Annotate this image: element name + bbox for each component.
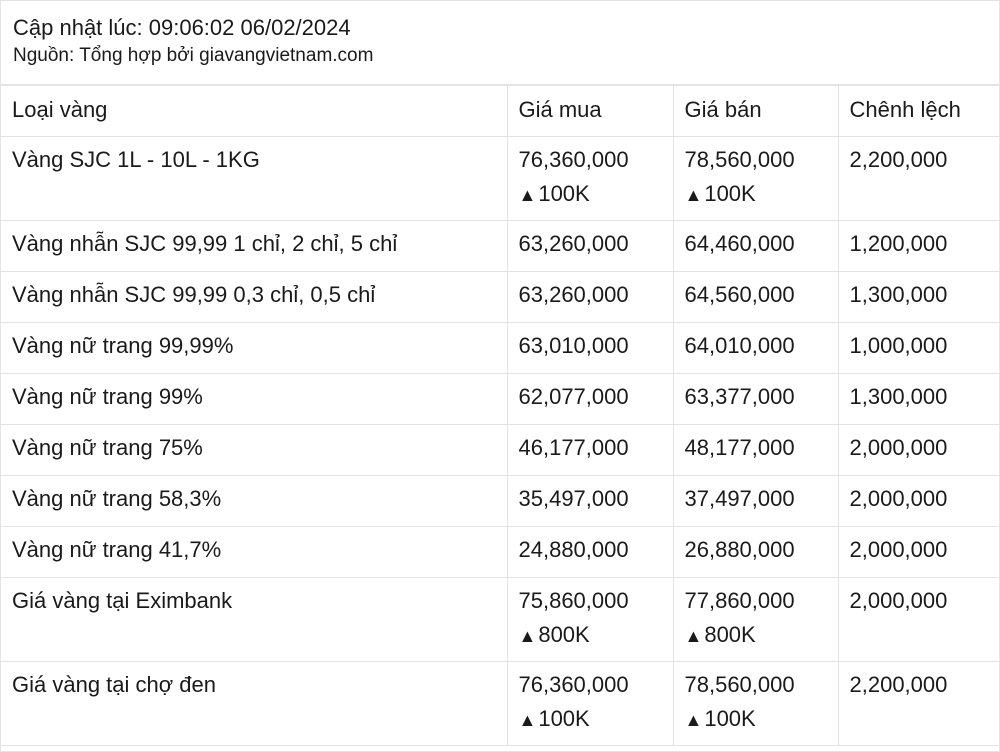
buy-price-cell-value: 24,880,000 bbox=[518, 537, 629, 562]
table-row bbox=[1, 137, 1000, 221]
gold-type-cell-value: Vàng nhẫn SJC 99,99 0,3 chỉ, 0,5 chỉ bbox=[12, 282, 376, 307]
gold-type-cell bbox=[1, 272, 507, 323]
difference-cell-value: 2,200,000 bbox=[849, 147, 948, 172]
gold-type-cell bbox=[1, 323, 507, 374]
buy-price-cell bbox=[507, 272, 673, 323]
price-change-text: 100K bbox=[538, 706, 590, 731]
buy-price-cell-value: 63,260,000 bbox=[518, 231, 629, 256]
difference-cell-value: 2,200,000 bbox=[849, 672, 948, 697]
sell-price-cell-value: 64,010,000 bbox=[684, 333, 795, 358]
column-header-buy: Giá mua bbox=[507, 86, 673, 137]
up-triangle-icon: ▲ bbox=[518, 710, 537, 730]
up-triangle-icon: ▲ bbox=[518, 185, 537, 205]
difference-cell-value: 2,000,000 bbox=[849, 537, 948, 562]
buy-price-cell bbox=[507, 476, 673, 527]
buy-price-cell-value: 35,497,000 bbox=[518, 486, 629, 511]
gold-type-cell-value: Giá vàng tại Eximbank bbox=[12, 588, 233, 613]
table-row bbox=[1, 476, 1000, 527]
gold-type-cell bbox=[1, 137, 507, 221]
buy-price-cell-value: 46,177,000 bbox=[518, 435, 629, 460]
sell-price-cell-value: 26,880,000 bbox=[684, 537, 795, 562]
buy-price-cell bbox=[507, 137, 673, 221]
gold-type-cell-value: Giá vàng tại chợ đen bbox=[12, 672, 216, 697]
sell-price-cell-value: 64,560,000 bbox=[684, 282, 795, 307]
table-row bbox=[1, 221, 1000, 272]
gold-type-cell bbox=[1, 221, 507, 272]
source-note: Nguồn: Tổng hợp bởi giavangvietnam.com bbox=[13, 45, 374, 66]
price-change bbox=[685, 702, 838, 737]
up-triangle-icon: ▲ bbox=[684, 626, 703, 646]
table-row bbox=[1, 374, 1000, 425]
table-row bbox=[1, 527, 1000, 578]
price-change-text: 100K bbox=[704, 181, 756, 206]
column-header-type: Loại vàng bbox=[1, 86, 507, 137]
buy-price-cell-value: 63,260,000 bbox=[518, 282, 629, 307]
gold-type-cell-value: Vàng nữ trang 58,3% bbox=[12, 486, 222, 511]
difference-cell bbox=[838, 272, 1000, 323]
sell-price-cell bbox=[673, 527, 838, 578]
difference-cell-value: 2,000,000 bbox=[849, 588, 948, 613]
difference-cell-value: 1,300,000 bbox=[849, 384, 948, 409]
price-change-text: 100K bbox=[704, 706, 756, 731]
gold-type-cell-value: Vàng nữ trang 75% bbox=[12, 435, 203, 460]
buy-price-cell bbox=[507, 374, 673, 425]
sell-price-cell-value: 48,177,000 bbox=[684, 435, 795, 460]
difference-cell bbox=[838, 221, 1000, 272]
sell-price-cell-value: 63,377,000 bbox=[684, 384, 795, 409]
buy-price-cell bbox=[507, 527, 673, 578]
up-triangle-icon: ▲ bbox=[684, 710, 703, 730]
gold-type-cell bbox=[1, 578, 507, 662]
gold-type-cell bbox=[1, 662, 507, 746]
sell-price-cell bbox=[673, 662, 838, 746]
difference-cell-value: 1,000,000 bbox=[849, 333, 948, 358]
buy-price-cell-value: 75,860,000 bbox=[518, 588, 629, 613]
sell-price-cell-value: 37,497,000 bbox=[684, 486, 795, 511]
difference-cell bbox=[838, 476, 1000, 527]
buy-price-cell bbox=[507, 662, 673, 746]
sell-price-cell-value: 77,860,000 bbox=[684, 588, 795, 613]
difference-cell bbox=[838, 137, 1000, 221]
buy-price-cell-value: 63,010,000 bbox=[518, 333, 629, 358]
sell-price-cell bbox=[673, 221, 838, 272]
difference-cell-value: 1,300,000 bbox=[849, 282, 948, 307]
price-change bbox=[685, 177, 838, 212]
up-triangle-icon: ▲ bbox=[684, 185, 703, 205]
gold-type-cell bbox=[1, 476, 507, 527]
gold-type-cell bbox=[1, 425, 507, 476]
buy-price-cell-value: 76,360,000 bbox=[518, 672, 629, 697]
table-row bbox=[1, 662, 1000, 746]
difference-cell bbox=[838, 662, 1000, 746]
difference-cell-value: 1,200,000 bbox=[849, 231, 948, 256]
table-row bbox=[1, 425, 1000, 476]
sell-price-cell bbox=[673, 476, 838, 527]
buy-price-cell bbox=[507, 221, 673, 272]
table-row bbox=[1, 323, 1000, 374]
column-header-sell: Giá bán bbox=[673, 86, 838, 137]
price-change-text: 800K bbox=[538, 622, 590, 647]
buy-price-cell bbox=[507, 578, 673, 662]
difference-cell bbox=[838, 527, 1000, 578]
updated-timestamp: Cập nhật lúc: 09:06:02 06/02/2024 bbox=[13, 15, 351, 40]
table-row bbox=[1, 578, 1000, 662]
sell-price-cell bbox=[673, 425, 838, 476]
widget-header bbox=[1, 1, 999, 85]
buy-price-cell-value: 62,077,000 bbox=[518, 384, 629, 409]
table-row bbox=[1, 272, 1000, 323]
sell-price-cell-value: 78,560,000 bbox=[684, 147, 795, 172]
gold-type-cell-value: Vàng nữ trang 41,7% bbox=[12, 537, 222, 562]
gold-type-cell-value: Vàng SJC 1L - 10L - 1KG bbox=[12, 147, 260, 172]
price-change bbox=[685, 618, 838, 653]
difference-cell bbox=[838, 323, 1000, 374]
sell-price-cell-value: 64,460,000 bbox=[684, 231, 795, 256]
price-change-text: 100K bbox=[538, 181, 590, 206]
table-header-row bbox=[1, 86, 1000, 137]
gold-type-cell-value: Vàng nhẫn SJC 99,99 1 chỉ, 2 chỉ, 5 chỉ bbox=[12, 231, 398, 256]
sell-price-cell bbox=[673, 323, 838, 374]
difference-cell bbox=[838, 425, 1000, 476]
difference-cell bbox=[838, 374, 1000, 425]
buy-price-cell bbox=[507, 425, 673, 476]
sell-price-cell bbox=[673, 272, 838, 323]
gold-price-table bbox=[1, 85, 1000, 746]
up-triangle-icon: ▲ bbox=[518, 626, 537, 646]
gold-type-cell bbox=[1, 374, 507, 425]
difference-cell-value: 2,000,000 bbox=[849, 486, 948, 511]
price-change bbox=[519, 702, 673, 737]
price-change-text: 800K bbox=[704, 622, 756, 647]
sell-price-cell bbox=[673, 578, 838, 662]
buy-price-cell-value: 76,360,000 bbox=[518, 147, 629, 172]
difference-cell-value: 2,000,000 bbox=[849, 435, 948, 460]
price-change bbox=[519, 177, 673, 212]
gold-type-cell-value: Vàng nữ trang 99,99% bbox=[12, 333, 234, 358]
sell-price-cell bbox=[673, 137, 838, 221]
buy-price-cell bbox=[507, 323, 673, 374]
gold-type-cell-value: Vàng nữ trang 99% bbox=[12, 384, 203, 409]
difference-cell bbox=[838, 578, 1000, 662]
sell-price-cell-value: 78,560,000 bbox=[684, 672, 795, 697]
column-header-diff: Chênh lệch bbox=[838, 86, 1000, 137]
gold-type-cell bbox=[1, 527, 507, 578]
price-change bbox=[519, 618, 673, 653]
sell-price-cell bbox=[673, 374, 838, 425]
